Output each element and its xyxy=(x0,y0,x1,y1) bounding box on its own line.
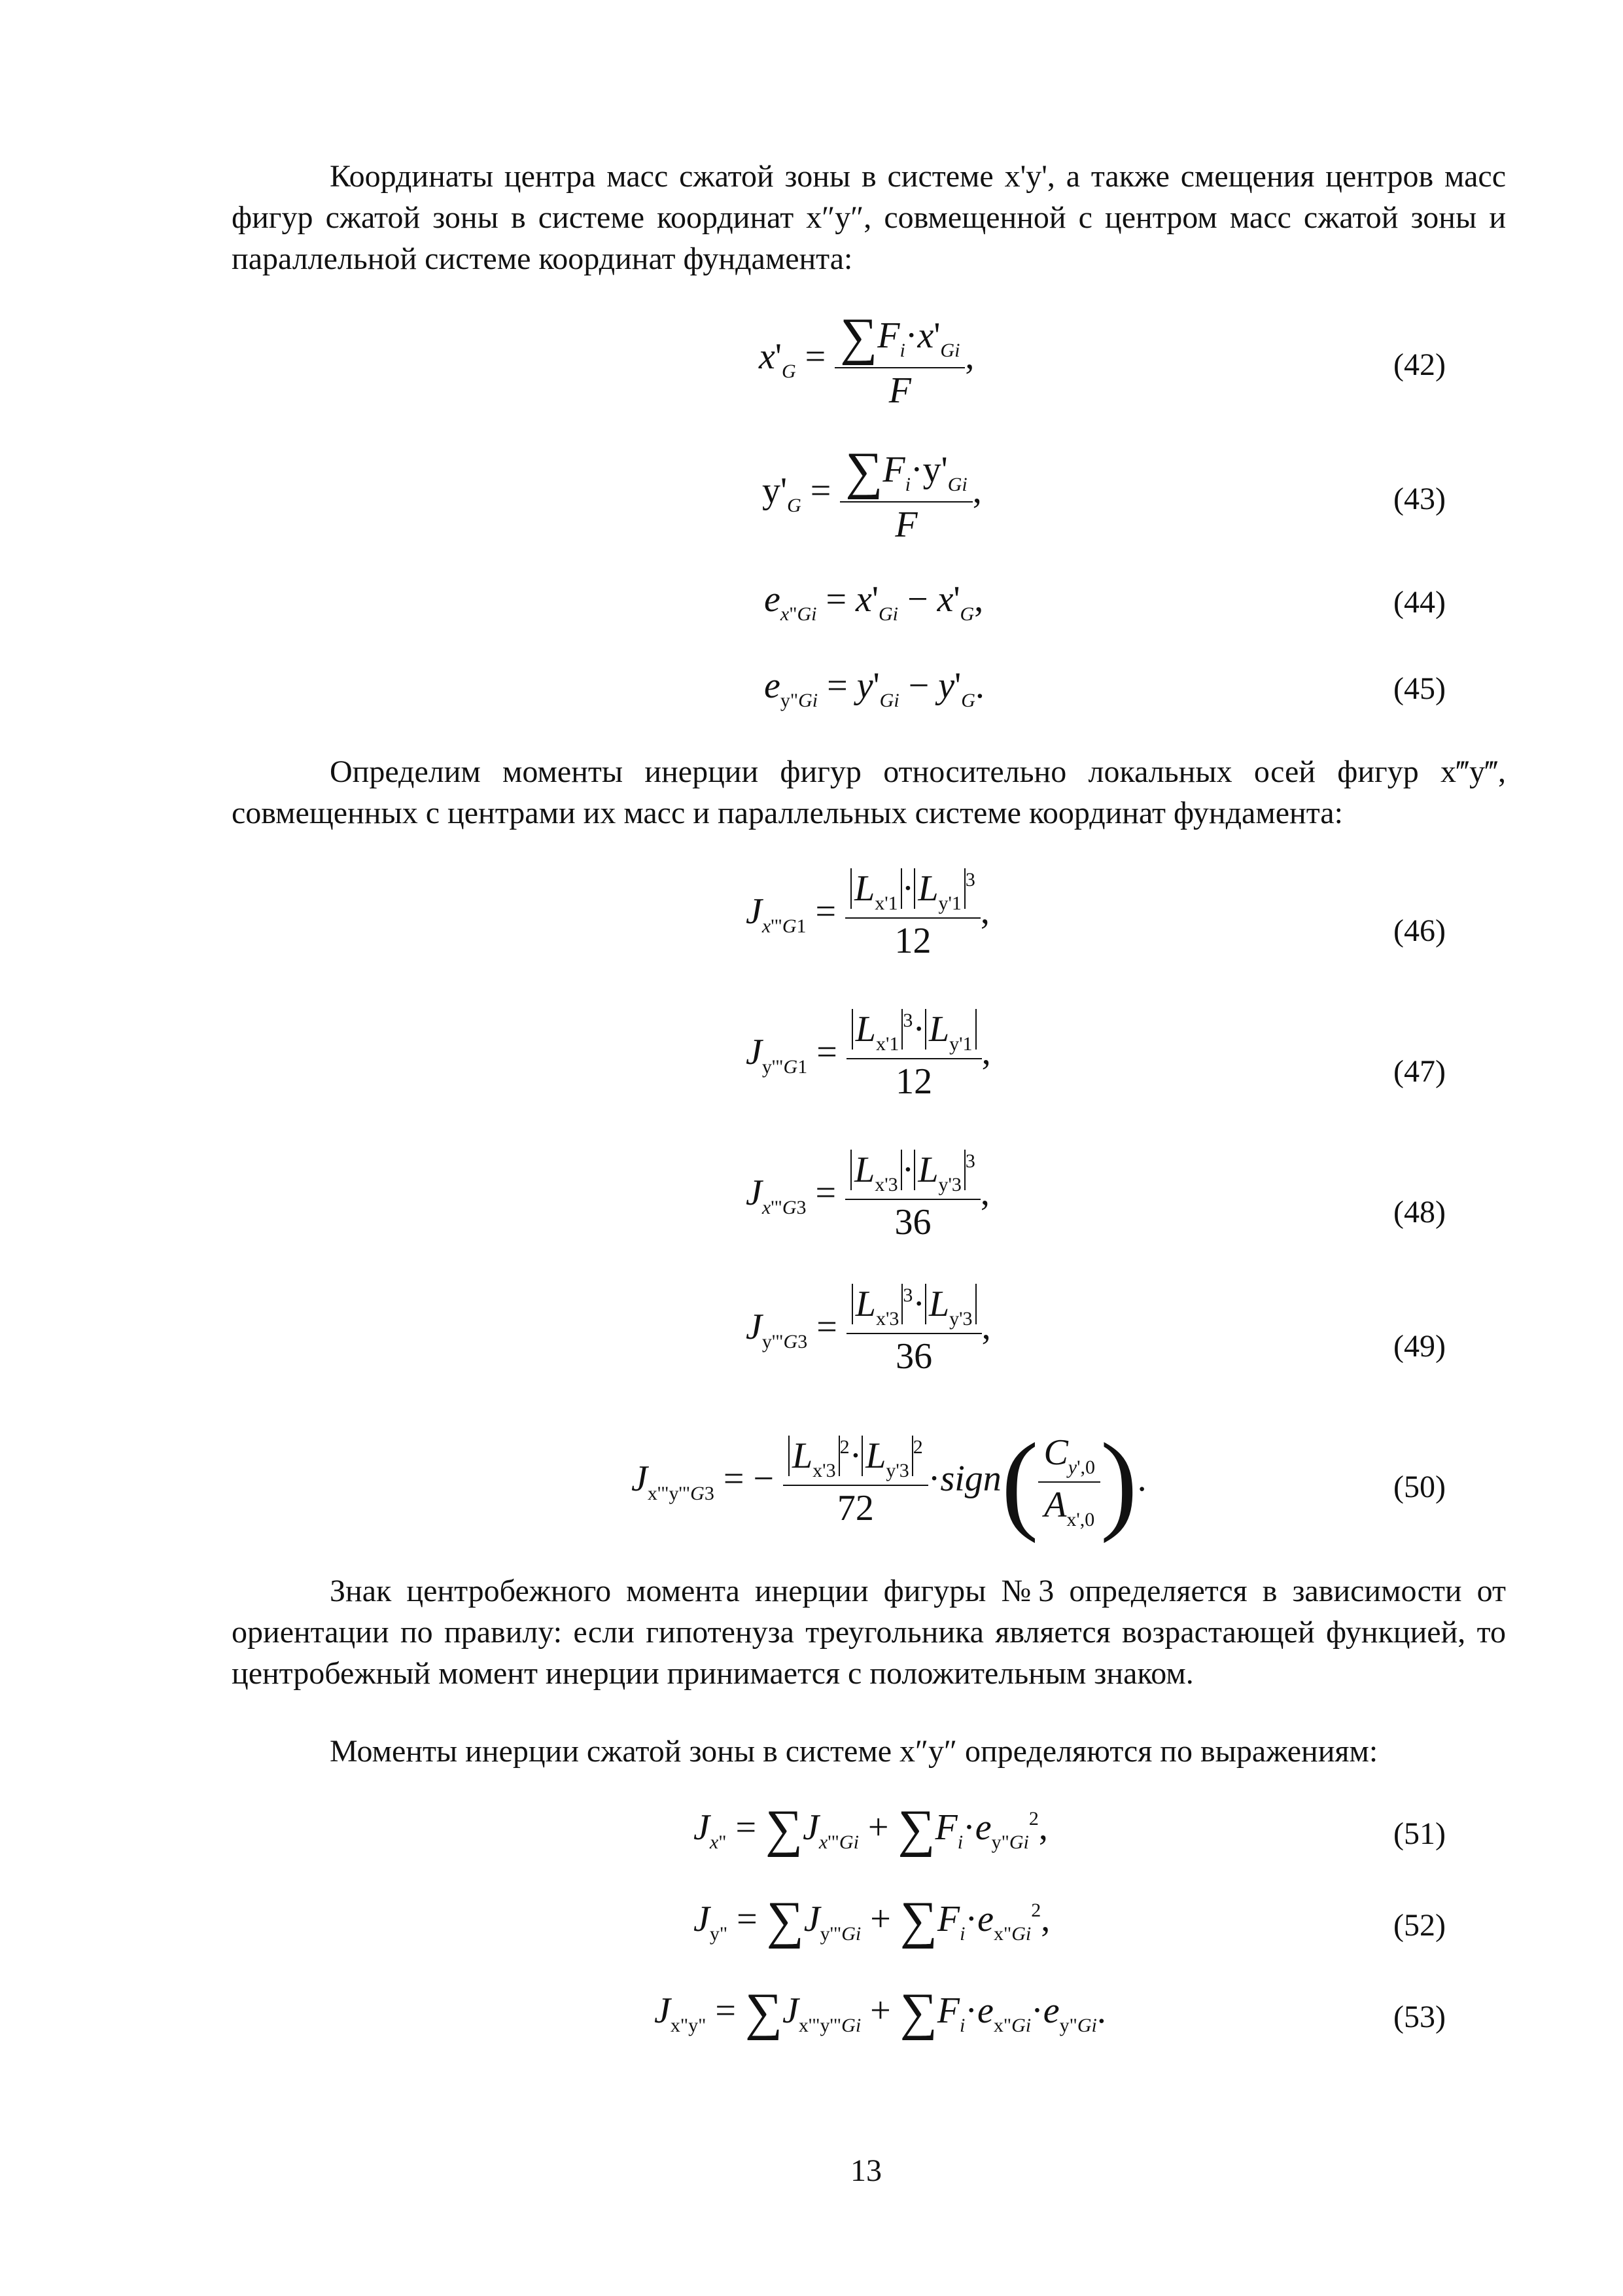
equation-52: $J_{y"} = \sum J_{y'"Gi} + \sum F_i\cdot e_{x"Gi}^2$, xyxy=(693,1892,1051,1949)
equation-number-53: (53) xyxy=(1393,2000,1446,2034)
equation-number-46: (46) xyxy=(1393,913,1446,948)
equation-48: $J_{x'"G3}$ = $\frac{L_{x'3} \cdot L_{y'3}^3}{36}$ , xyxy=(746,1150,990,1243)
equation-53: $J_{x"y"} = \sum J_{x'"y'"Gi} + \sum F_i\cdot e_{x"Gi}\cdot e_{y"Gi}$. xyxy=(654,1983,1106,2041)
paragraph-3: Знак центробежного момента инерции фигуры №3 определяется в зависимости от ориентации по правилу: если гипотенуза треугольника является возрастающей функцией, то центробежный момент инерции принимается с положительным знаком. xyxy=(232,1574,1506,1691)
paragraph-2: Определим моменты инерции фигур относительно локальных осей фигур x‴y‴, совмещенных с центрами их масс и параллельных системе координат фундамента: xyxy=(232,754,1506,830)
equation-number-43: (43) xyxy=(1393,482,1446,516)
paragraph-1: Координаты центра масс сжатой зоны в системе x'y', а также смещения центров масс фигур сжатой зоны в системе координат x″y″, совмещенной с центром масс сжатой зоны и параллельной системе координат фундамента: xyxy=(232,159,1506,276)
equation-42: $x'_G$ = $\frac{\sum F_i\cdot x'_{Gi}}{F}$ , xyxy=(759,308,975,411)
equation-50: $J_{x'"y'"G3}$ = − $\frac{L_{x'3}^2\cdot L_{y'3}^2}{72}$ ·sign( $\frac{C_{y',0}}{A_{x',0}}$ ). xyxy=(631,1421,1147,1544)
equation-number-48: (48) xyxy=(1393,1195,1446,1229)
equation-number-42: (42) xyxy=(1393,347,1446,382)
equation-49: $J_{y'"G3}$ = $\frac{L_{x'3}^3\cdot L_{y'3}}{36}$ , xyxy=(746,1284,991,1377)
equation-number-52: (52) xyxy=(1393,1908,1446,1943)
equation-number-49: (49) xyxy=(1393,1329,1446,1364)
equation-46: $J_{x'"G1}$ = $\frac{L_{x'1} \cdot L_{y'1}^3}{12}$ , xyxy=(746,868,990,961)
equation-number-44: (44) xyxy=(1393,585,1446,620)
equation-number-51: (51) xyxy=(1393,1816,1446,1851)
equation-47: $J_{y'"G1}$ = $\frac{L_{x'1}^3\cdot L_{y'1}}{12}$ , xyxy=(746,1009,991,1102)
equation-number-50: (50) xyxy=(1393,1470,1446,1504)
equation-43: $y'_G$ = $\frac{\sum F_i\cdot y'_{Gi}}{F}$ , xyxy=(762,442,982,545)
equation-number-47: (47) xyxy=(1393,1054,1446,1089)
paragraph-4: Моменты инерции сжатой зоны в системе x″y″ определяются по выражениям: xyxy=(330,1734,1378,1769)
page-number: 13 xyxy=(850,2153,882,2188)
equation-44: $e_{x"Gi} = x'_{Gi} - x'_G$, xyxy=(764,579,984,625)
equation-51: $J_{x"} = \sum J_{x'"Gi} + \sum F_i\cdot e_{y"Gi}^2$, xyxy=(693,1800,1048,1858)
equation-45: $e_{y"Gi} = y'_{Gi} - y'_G$. xyxy=(764,665,985,711)
equation-number-45: (45) xyxy=(1393,671,1446,706)
